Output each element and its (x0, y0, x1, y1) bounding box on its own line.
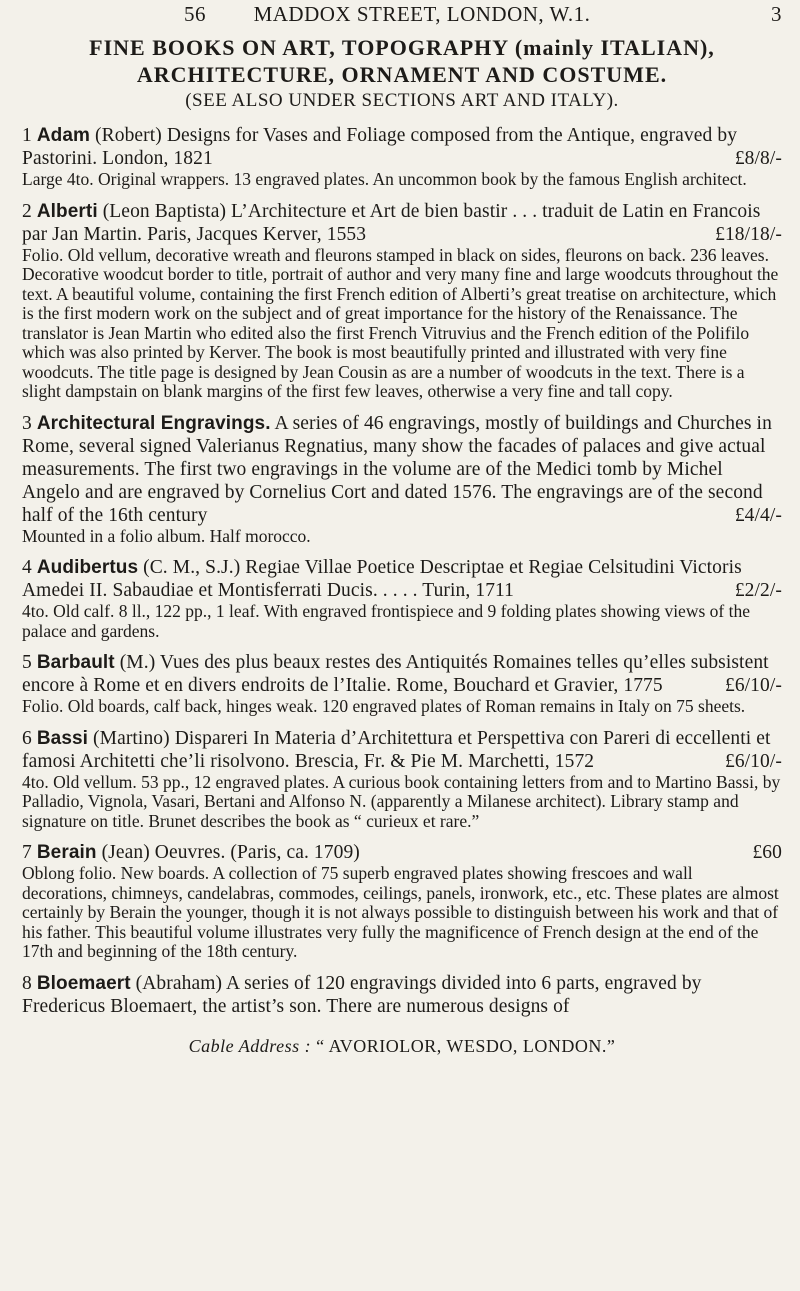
entry-description: 4to. Old calf. 8 ll., 122 pp., 1 leaf. With engraved frontispiece and 9 folding plates showing views of the palace and gardens. (22, 601, 750, 641)
entry-list (22, 124, 782, 1018)
catalogue-entry (22, 412, 782, 547)
running-header (22, 2, 782, 32)
entry-number: 4 (22, 557, 32, 578)
entry-price: £6/10/- (724, 750, 782, 772)
entry-title: (Abraham) A series of 120 engravings divided into 6 parts, engraved by Fredericus Bloemaert, the artist’s son. There are numerous designs of (22, 972, 702, 1017)
entry-heading (22, 841, 782, 864)
entry-title: (M.) Vues des plus beaux restes des Antiquités Romaines telles qu’elles subsistent encore à Rome et en divers endroits de l’Italie. Rome, Bouchard et Gravier, 1775 (22, 652, 769, 696)
entry-title: A series of 46 engravings, mostly of buildings and Churches in Rome, several signed Valerianus Regnatius, many show the facades of palaces and give actual measurements. The first two engravings in the volume are of the Medici tomb by Michel Angelo and are engraved by Cornelius Cort and dated 1576. The engravings are of the second half of the 16th century (22, 412, 772, 526)
entry-price: £8/8/- (734, 148, 782, 169)
entry-description: Folio. Old vellum, decorative wreath and fleurons stamped in black on sides, fleurons on back. 236 leaves. Decorative woodcut border to title, portrait of author and very many fine and large woodcuts throughout the text. A beautiful volume, containing the first French edition of Alberti’s great treatise on architecture, which is the first modern work on the subject and of great importance for the history of the Renaissance. The translator is Jean Martin who edited also the first French Vitruvius and the French edition of the Polifilo which was also printed by Kerver. The book is most beautifully printed and illustrated with very fine woodcuts. The title page is designed by Jean Cousin as are a number of woodcuts in the text. There is a slight dampstain on blank margins of the first few leaves, otherwise a very fine and tall copy. (22, 244, 779, 401)
catalogue-entry (22, 124, 782, 190)
entry-author: Architectural Engravings. (36, 412, 271, 434)
sheet-number: 3 (771, 2, 782, 26)
entry-title: (Leon Baptista) L’Architecture et Art de bien bastir . . . traduit de Latin en Francois par Jan Martin. Paris, Jacques Kerver, 1553 (22, 200, 761, 245)
catalogue-entry (22, 556, 782, 641)
catalogue-entry (22, 841, 782, 962)
cable-text: “ AVORIOLOR, WESDO, LONDON.” (316, 1035, 616, 1056)
entry-number: 3 (22, 412, 32, 434)
entry-title: (Jean) Oeuvres. (Paris, ca. 1709) (101, 842, 360, 863)
entry-author: Berain (36, 842, 97, 863)
entry-author: Audibertus (36, 557, 139, 578)
entry-heading (22, 651, 782, 697)
entry-price: £2/2/- (734, 580, 782, 601)
header-address: MADDOX STREET, LONDON, W.1. (253, 2, 591, 26)
cable-address (22, 1036, 782, 1057)
entry-description: Large 4to. Original wrappers. 13 engraved plates. An uncommon book by the famous English architect. (22, 169, 747, 189)
entry-heading (22, 412, 782, 527)
entry-number: 7 (22, 842, 32, 863)
entry-number: 1 (22, 125, 32, 146)
catalogue-entry (22, 972, 782, 1018)
entry-price: £60 (752, 842, 782, 863)
section-heading: FINE BOOKS ON ART, TOPOGRAPHY (mainly ITALIAN), ARCHITECTURE, ORNAMENT AND COSTUME. (89, 35, 715, 87)
entry-heading (22, 556, 782, 602)
entry-heading (22, 124, 782, 170)
entry-title: (Robert) Designs for Vases and Foliage composed from the Antique, engraved by Pastorini. London, 1821 (22, 125, 738, 169)
entry-number: 5 (22, 652, 32, 673)
entry-title: (Martino) Dispareri In Materia d’Architettura et Perspettiva con Pareri di eccellenti et famosi Architetti che’li risolvono. Brescia, Fr. & Pie M. Marchetti, 1572 (22, 727, 771, 772)
entry-price: £4/4/- (734, 504, 782, 526)
entry-title: (C. M., S.J.) Regiae Villae Poetice Descriptae et Regiae Celsitudini Victoris Amedei II. Sabaudiae et Montisferrati Ducis. . . . . Turin, 1711 (22, 557, 742, 601)
entry-description: Oblong folio. New boards. A collection of 75 superb engraved plates showing frescoes and wall decorations, chimneys, candelabras, commodes, ceilings, panels, ironwork, etc., etc. These plates are almost certainly by Berain the younger, though it is not always possible to distinguish between his work and that of his father. This beautiful volume illustrates very fully the magnificence of French design at the end of the 17th and beginning of the 18th century. (22, 863, 779, 961)
entry-heading (22, 727, 782, 773)
entry-description: 4to. Old vellum. 53 pp., 12 engraved plates. A curious book containing letters from and to Martino Bassi, by Palladio, Vignola, Vasari, Bertani and Alfonso N. (apparently a Milanese architect). Library stamp and signature on title. Brunet describes the book as “ curieux et rare.” (22, 771, 781, 831)
entry-number: 2 (22, 200, 32, 222)
entry-author: Adam (36, 125, 91, 146)
entry-description: Folio. Old boards, calf back, hinges weak. 120 engraved plates of Roman remains in Italy on 75 sheets. (22, 696, 746, 716)
entry-description: Mounted in a folio album. Half morocco. (22, 525, 311, 546)
entry-heading (22, 972, 782, 1018)
entry-author: Alberti (36, 200, 98, 222)
catalogue-entry (22, 727, 782, 832)
catalogue-entry (22, 651, 782, 717)
entry-number: 8 (22, 972, 32, 994)
entry-price: £18/18/- (715, 223, 782, 245)
entry-heading (22, 200, 782, 246)
entry-author: Barbault (36, 652, 115, 673)
entry-number: 6 (22, 727, 32, 749)
catalogue-entry (22, 200, 782, 402)
entry-author: Bloemaert (36, 972, 131, 994)
entry-price: £6/10/- (724, 675, 782, 696)
section-subheading: (SEE ALSO UNDER SECTIONS ART AND ITALY). (185, 90, 619, 111)
page-number: 56 (184, 2, 206, 26)
catalogue-page (22, 0, 782, 1291)
cable-label: Cable Address : (188, 1035, 312, 1056)
entry-author: Bassi (36, 727, 89, 749)
